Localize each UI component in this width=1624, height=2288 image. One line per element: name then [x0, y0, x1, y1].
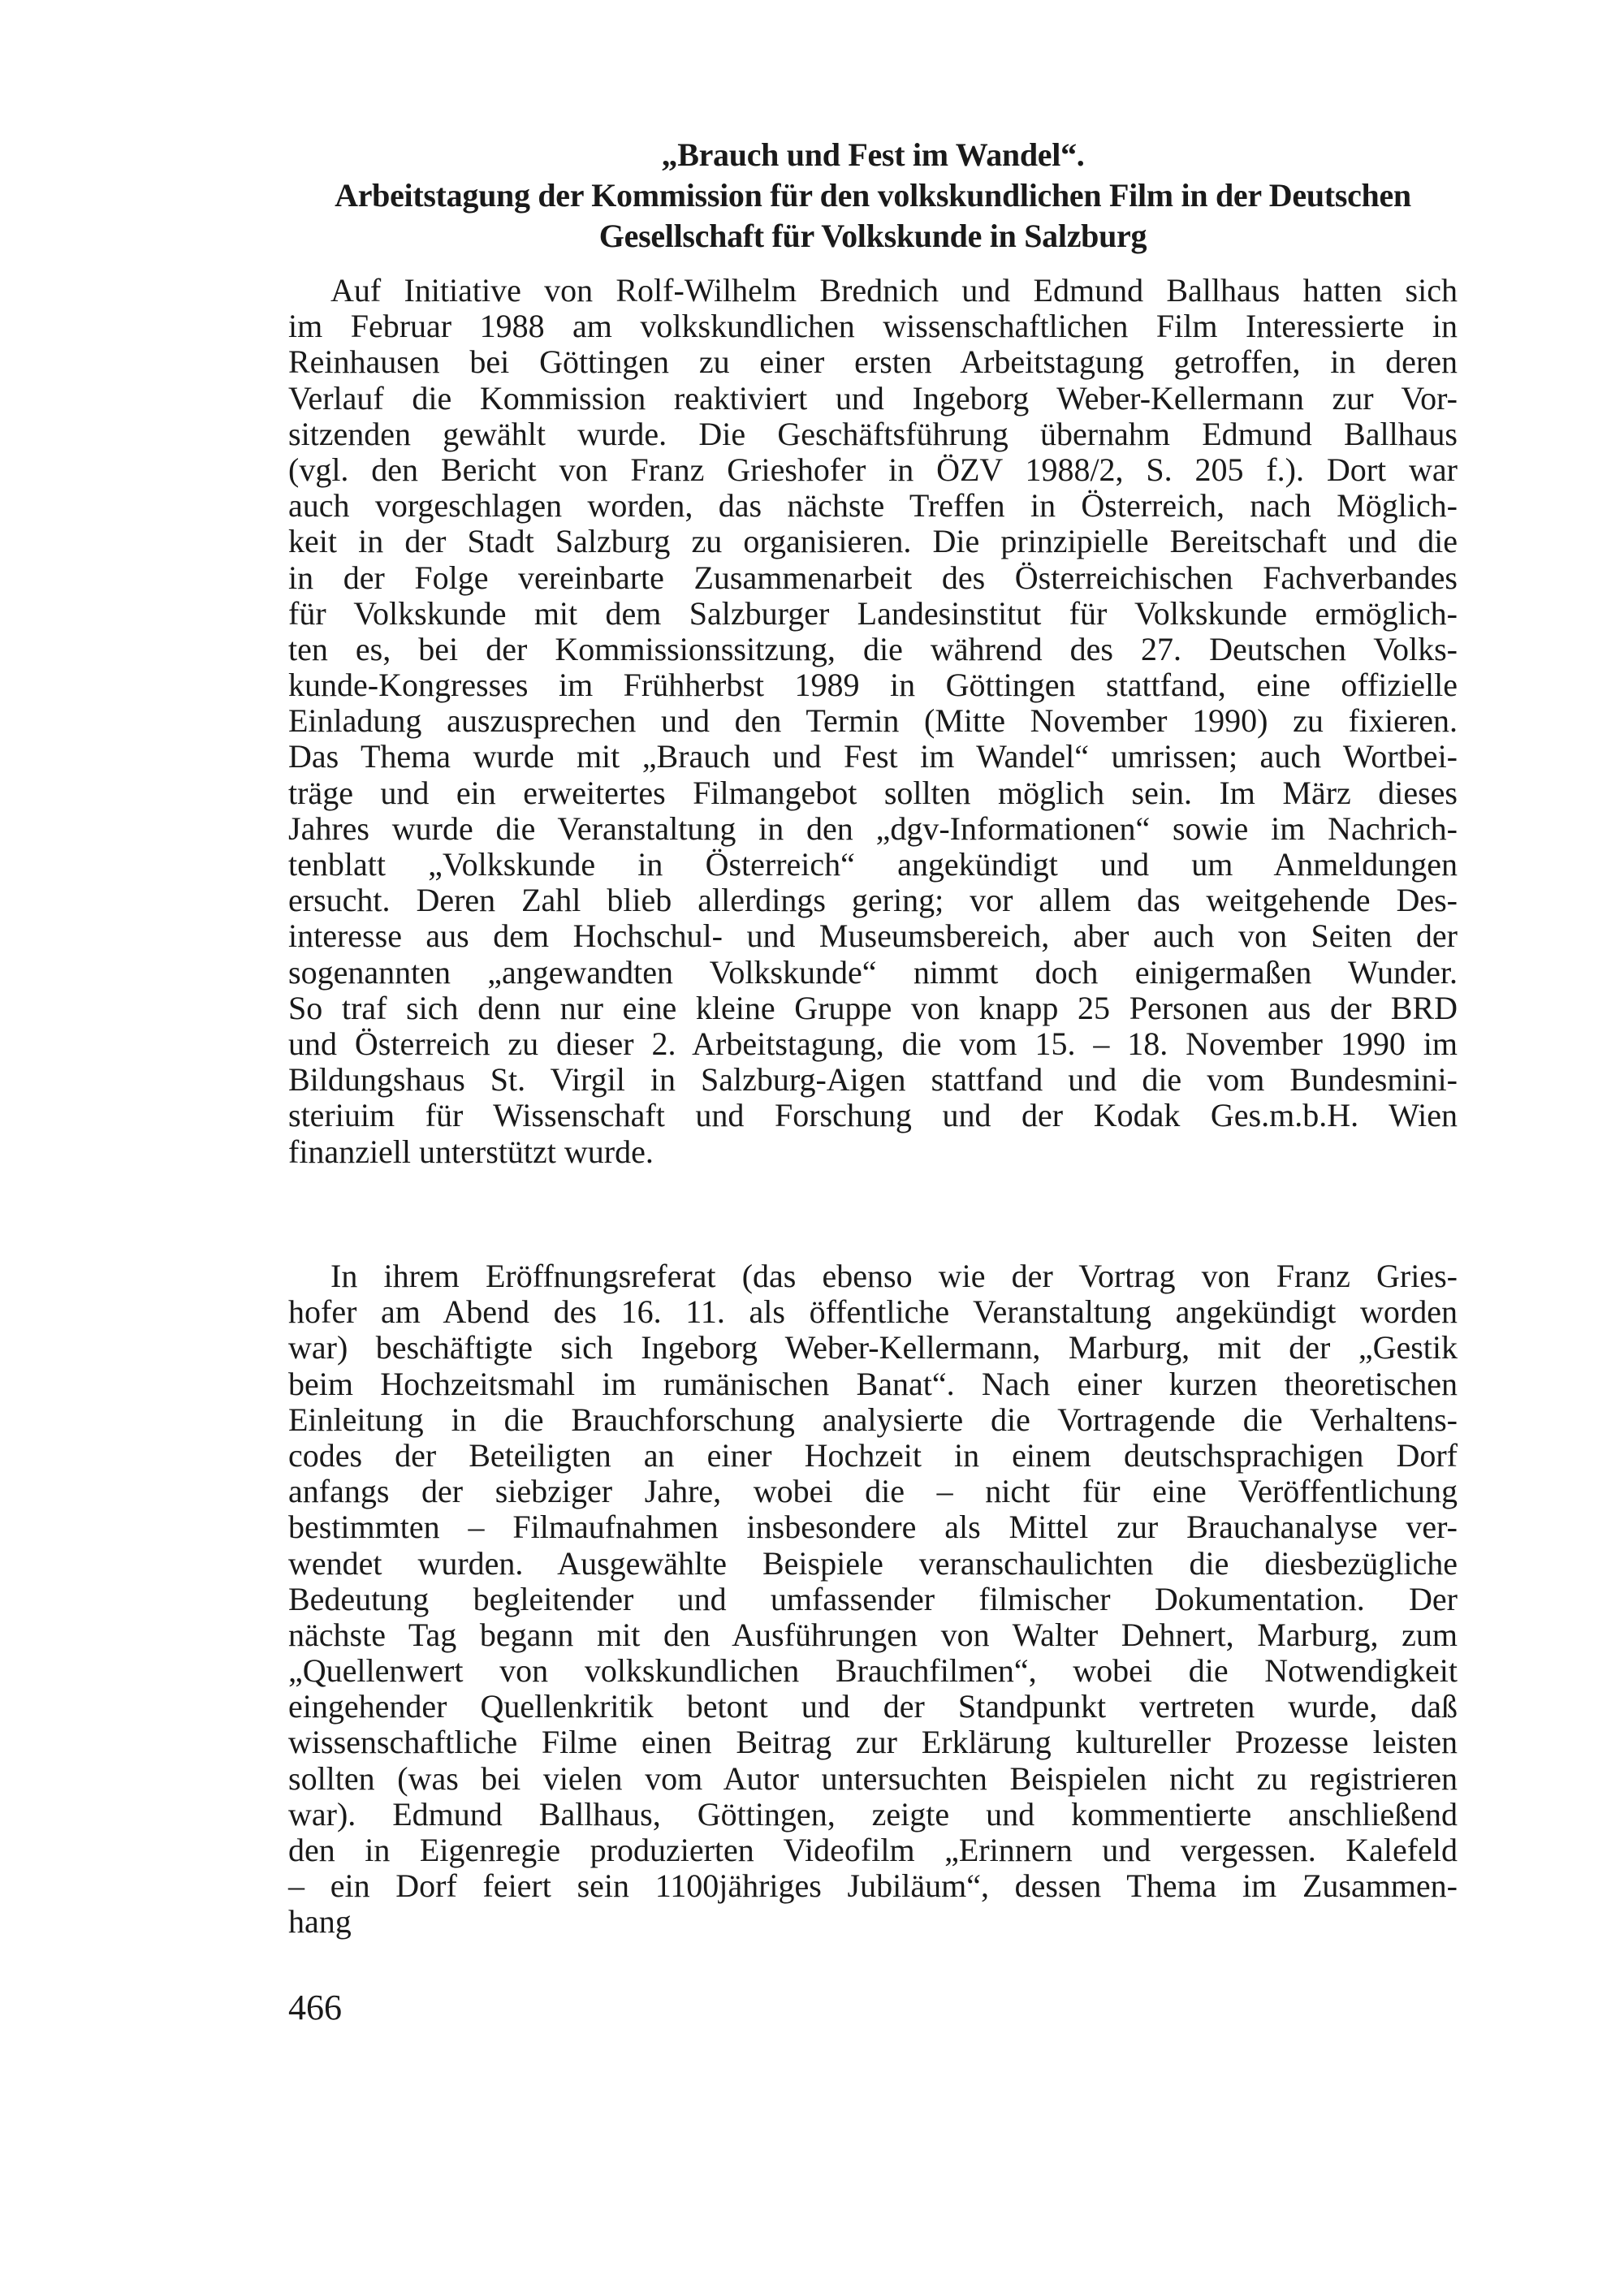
- text-line: nächste Tag begann mit den Ausführungen von Walter Dehnert, Marburg, zum: [288, 1616, 1458, 1653]
- text-line: hofer am Abend des 16. 11. als öffentliche Veranstaltung angekündigt worden: [288, 1293, 1458, 1331]
- page-number: 466: [288, 1988, 342, 2027]
- text-line: Einladung auszusprechen und den Termin (Mitte November 1990) zu fixieren.: [288, 702, 1458, 740]
- text-line: beim Hochzeitsmahl im rumänischen Banat“. Nach einer kurzen theoretischen: [288, 1365, 1458, 1402]
- text-line: finanziell unterstützt wurde.: [288, 1133, 654, 1170]
- text-line: kunde-Kongresses im Frühherbst 1989 in Göttingen stattfand, eine offizielle: [288, 667, 1458, 704]
- text-line: sogenannten „angewandten Volkskunde“ nimmt doch einigermaßen Wunder.: [288, 953, 1458, 991]
- text-line: war) beschäftigte sich Ingeborg Weber-Kellermann, Marburg, mit der „Gestik: [288, 1329, 1458, 1366]
- text-line: war). Edmund Ballhaus, Göttingen, zeigte und kommentierte anschließend: [288, 1795, 1458, 1833]
- text-line: hang: [288, 1903, 352, 1940]
- text-line: für Volkskunde mit dem Salzburger Landesinstitut für Volkskunde ermöglich-: [288, 594, 1458, 632]
- text-line: Das Thema wurde mit „Brauch und Fest im Wandel“ umrissen; auch Wortbei-: [288, 738, 1458, 775]
- text-line: Jahres wurde die Veranstaltung in den „dgv-Informationen“ sowie im Nachrich-: [288, 809, 1458, 847]
- text-line: wendet wurden. Ausgewählte Beispiele veranschaulichten die diesbezügliche: [288, 1544, 1458, 1582]
- text-line: So traf sich denn nur eine kleine Gruppe von knapp 25 Personen aus der BRD: [288, 989, 1458, 1026]
- text-line: tenblatt „Volkskunde in Österreich“ angekündigt und um Anmeldungen: [288, 846, 1458, 883]
- text-line: anfangs der siebziger Jahre, wobei die – nicht für eine Veröffentlichung: [288, 1473, 1458, 1510]
- title-line-1: „Brauch und Fest im Wandel“.: [661, 136, 1085, 173]
- text-line: codes der Beteiligten an einer Hochzeit in einem deutschsprachigen Dorf: [288, 1436, 1458, 1474]
- article-title: [288, 135, 1458, 257]
- text-line: bestimmten – Filmaufnahmen insbesondere als Mittel zur Brauchanalyse ver-: [288, 1509, 1458, 1546]
- text-line: keit in der Stadt Salzburg zu organisieren. Die prinzipielle Bereitschaft und die: [288, 523, 1458, 560]
- text-line: Bedeutung begleitender und umfassender filmischer Dokumentation. Der: [288, 1580, 1458, 1617]
- text-line: und Österreich zu dieser 2. Arbeitstagung, die vom 15. – 18. November 1990 im: [288, 1025, 1458, 1062]
- text-line: in der Folge vereinbarte Zusammenarbeit des Österreichischen Fachverbandes: [288, 559, 1458, 596]
- text-line: sollten (was bei vielen vom Autor untersuchten Beispielen nicht zu registrieren: [288, 1759, 1458, 1797]
- title-line-3: Gesellschaft für Volkskunde in Salzburg: [598, 218, 1147, 254]
- text-line: im Februar 1988 am volkskundlichen wissenschaftlichen Film Interessierte in: [288, 308, 1458, 345]
- text-line: sitzenden gewählt wurde. Die Geschäftsführung übernahm Edmund Ballhaus: [288, 415, 1458, 452]
- text-line: Bildungshaus St. Virgil in Salzburg-Aigen stattfand und die vom Bundesmini-: [288, 1061, 1458, 1099]
- text-line: träge und ein erweitertes Filmangebot sollten möglich sein. Im März dieses: [288, 774, 1458, 811]
- paragraph-1: [288, 273, 1458, 1170]
- text-line: auch vorgeschlagen worden, das nächste Treffen in Österreich, nach Möglich-: [288, 487, 1458, 525]
- text-line: Auf Initiative von Rolf-Wilhelm Brednich und Edmund Ballhaus hatten sich: [330, 272, 1458, 309]
- text-line: Verlauf die Kommission reaktiviert und Ingeborg Weber-Kellermann zur Vor-: [288, 379, 1458, 417]
- paragraph-2: [288, 1258, 1458, 1940]
- text-line: steriuim für Wissenschaft und Forschung und der Kodak Ges.m.b.H. Wien: [288, 1097, 1458, 1134]
- text-line: interesse aus dem Hochschul- und Museumsbereich, aber auch von Seiten der: [288, 917, 1458, 955]
- text-line: – ein Dorf feiert sein 1100jähriges Jubiläum“, dessen Thema im Zusammen-: [288, 1867, 1458, 1905]
- text-line: (vgl. den Bericht von Franz Grieshofer in ÖZV 1988/2, S. 205 f.). Dort war: [288, 451, 1458, 488]
- text-line: ten es, bei der Kommissionssitzung, die während des 27. Deutschen Volks-: [288, 630, 1458, 667]
- text-line: eingehender Quellenkritik betont und der Standpunkt vertreten wurde, daß: [288, 1688, 1458, 1725]
- text-line: Einleitung in die Brauchforschung analysierte die Vortragende die Verhaltens-: [288, 1401, 1458, 1438]
- text-line: In ihrem Eröffnungsreferat (das ebenso wie der Vortrag von Franz Gries-: [330, 1258, 1458, 1294]
- text-line: wissenschaftliche Filme einen Beitrag zur Erklärung kultureller Prozesse leisten: [288, 1724, 1458, 1761]
- text-line: „Quellenwert von volkskundlichen Brauchfilmen“, wobei die Notwendigkeit: [288, 1652, 1458, 1690]
- text-line: Reinhausen bei Göttingen zu einer ersten Arbeitstagung getroffen, in deren: [288, 343, 1458, 381]
- title-line-2: Arbeitstagung der Kommission für den volkskundlichen Film in der Deutschen: [335, 177, 1411, 214]
- text-line: den in Eigenregie produzierten Videofilm „Erinnern und vergessen. Kalefeld: [288, 1832, 1458, 1868]
- text-line: ersucht. Deren Zahl blieb allerdings gering; vor allem das weitgehende Des-: [288, 882, 1458, 919]
